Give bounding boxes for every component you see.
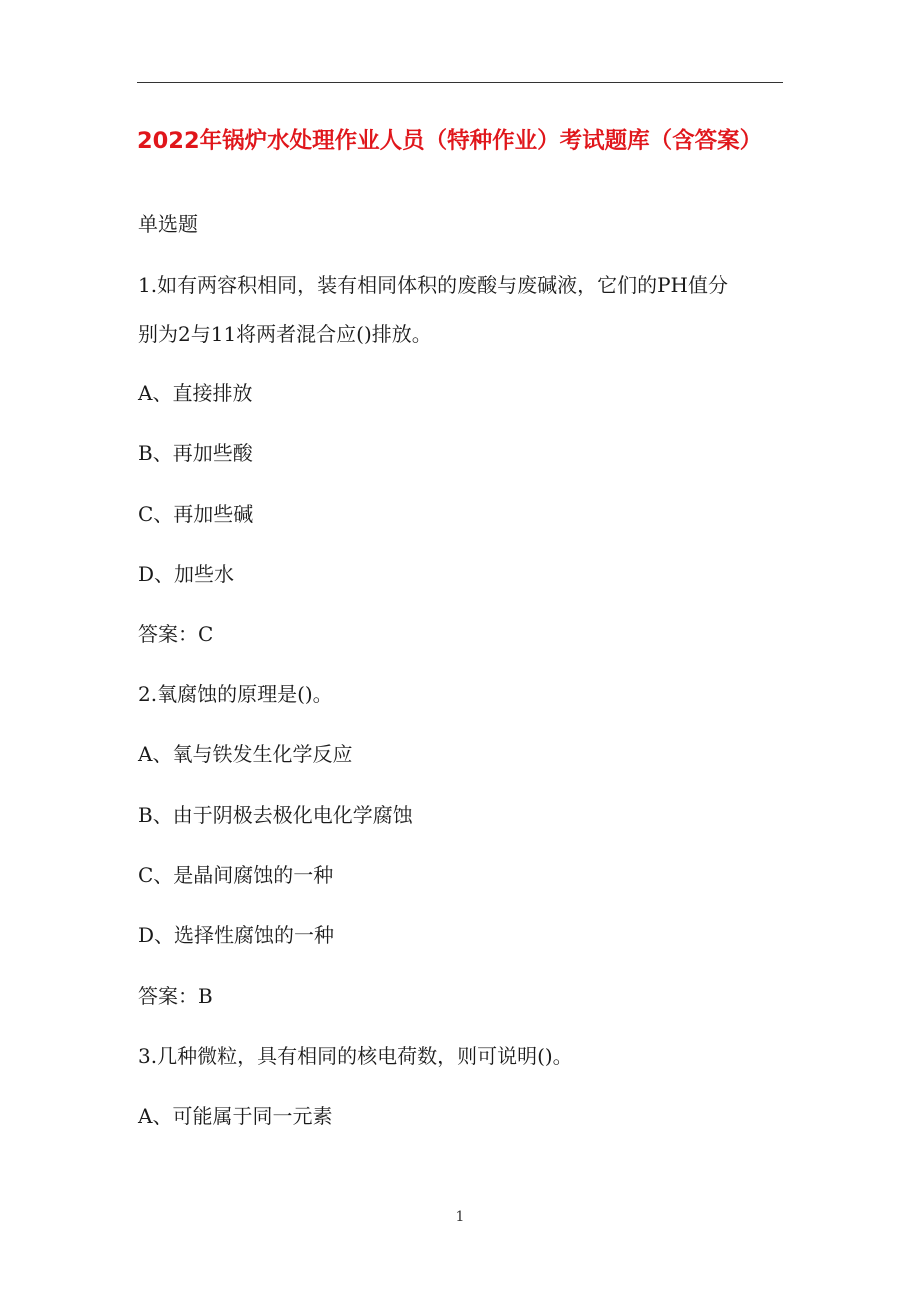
question-1-text-line-1: 1.如有两容积相同，装有相同体积的废酸与废碱液，它们的PH值分 (138, 273, 728, 297)
question-1-option-c: C、再加些碱 (138, 502, 254, 526)
question-3-option-a: A、可能属于同一元素 (138, 1104, 333, 1128)
question-1-option-a: A、直接排放 (138, 381, 253, 405)
section-heading: 单选题 (138, 212, 198, 236)
question-1-answer: 答案：C (138, 622, 214, 646)
question-2-answer: 答案：B (138, 984, 213, 1008)
question-1-text-line-2: 别为2与11将两者混合应()排放。 (138, 322, 432, 346)
question-2-option-d: D、选择性腐蚀的一种 (138, 923, 335, 947)
question-1-option-d: D、加些水 (138, 562, 235, 586)
question-2-option-b: B、由于阴极去极化电化学腐蚀 (138, 803, 413, 827)
question-1-option-b: B、再加些酸 (138, 441, 253, 465)
question-3-text: 3.几种微粒，具有相同的核电荷数，则可说明()。 (138, 1044, 573, 1068)
page-number: 1 (455, 1209, 465, 1225)
document-title: 2022年锅炉水处理作业人员（特种作业）考试题库（含答案） (137, 128, 763, 154)
question-2-text: 2.氧腐蚀的原理是()。 (138, 682, 333, 706)
header-rule (137, 82, 783, 83)
question-2-option-a: A、氧与铁发生化学反应 (138, 742, 353, 766)
question-2-option-c: C、是晶间腐蚀的一种 (138, 863, 334, 887)
